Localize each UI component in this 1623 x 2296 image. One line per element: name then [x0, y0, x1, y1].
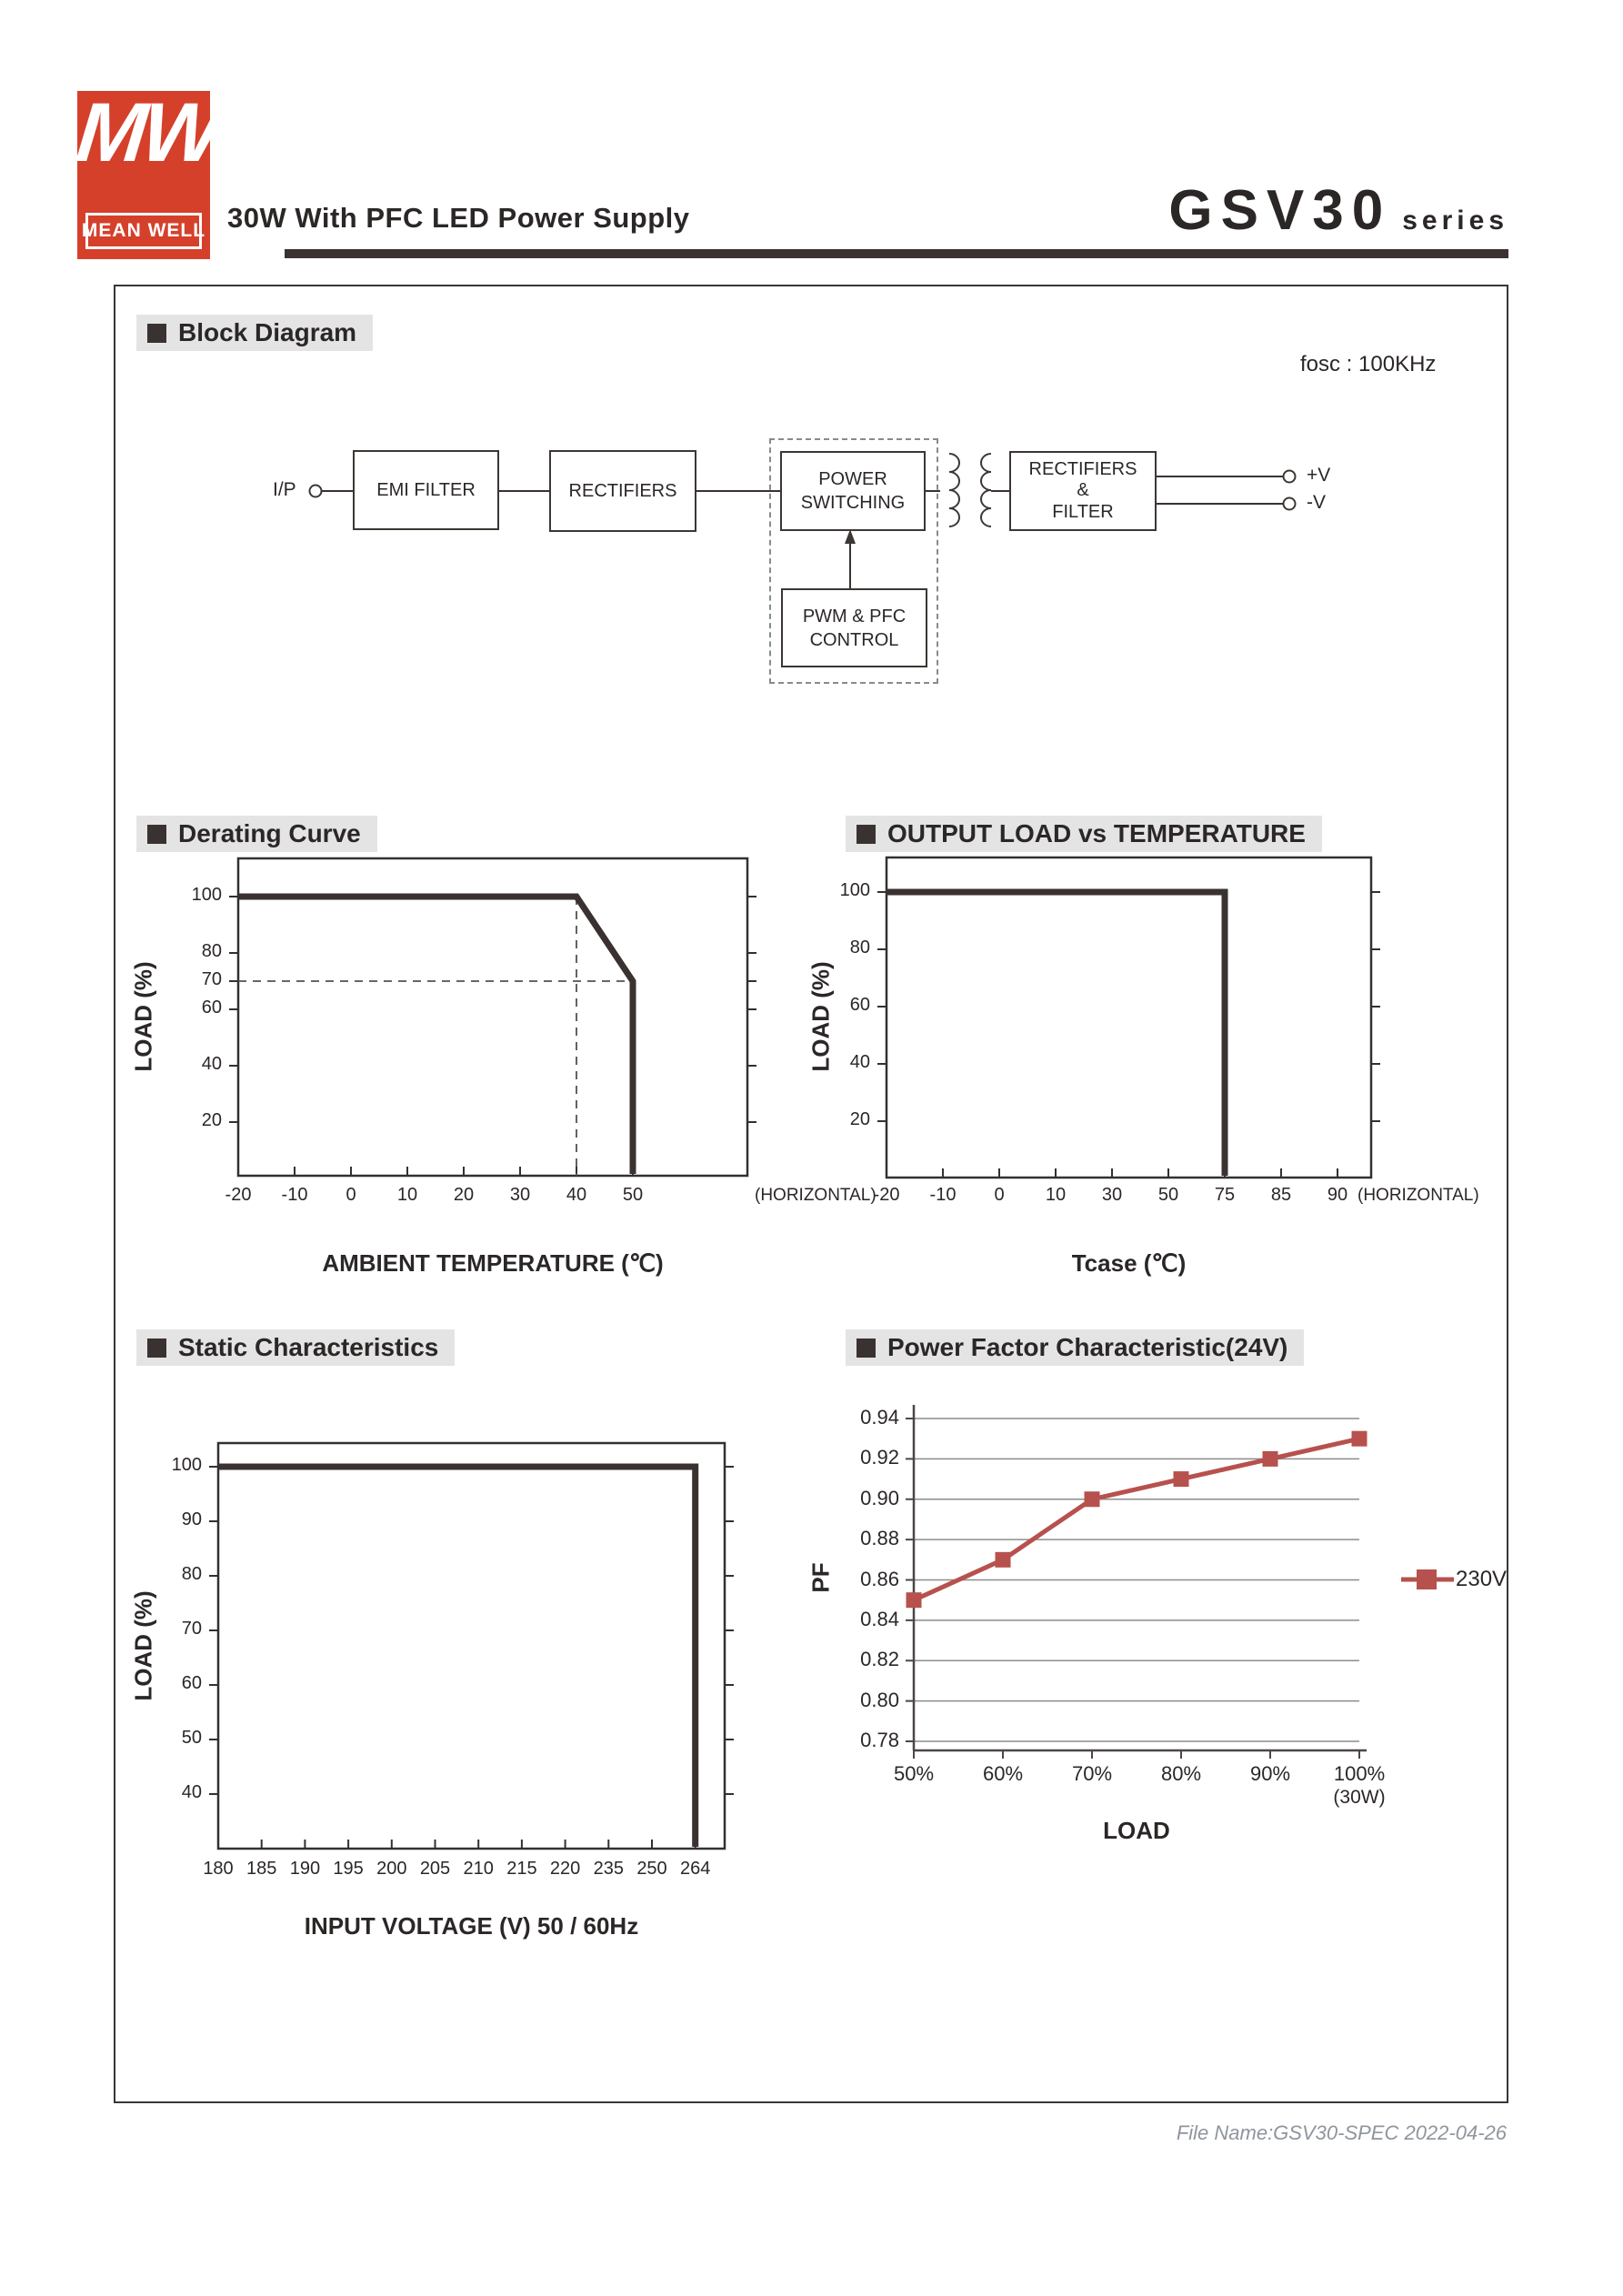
block-label: RECTIFIERS — [1028, 458, 1137, 479]
pf-legend-label: 230V — [1456, 1567, 1508, 1591]
y-tick-label: 40 — [181, 1782, 202, 1802]
x-tick-label: 0 — [346, 1185, 356, 1205]
x-tick-label: 85 — [1270, 1185, 1292, 1205]
pf-y-tick-label: 0.92 — [860, 1446, 899, 1469]
block-emi-filter — [353, 450, 499, 530]
pf-y-tick-label: 0.80 — [860, 1688, 899, 1711]
pf-y-tick-label: 0.82 — [860, 1648, 899, 1671]
derating-x-axis-label: AMBIENT TEMPERATURE (℃) — [322, 1249, 664, 1277]
pf-y-tick-label: 0.78 — [860, 1729, 899, 1751]
x-tick-label: -20 — [225, 1185, 252, 1205]
y-tick-label: 60 — [181, 1673, 202, 1693]
x-tick-label: 10 — [1045, 1185, 1067, 1205]
static-y-axis-label: LOAD (%) — [129, 1590, 157, 1701]
section-label: Static Characteristics — [178, 1333, 439, 1361]
y-tick-label: 40 — [849, 1052, 870, 1072]
pf-y-tick-label: 0.84 — [860, 1607, 899, 1630]
section-bullet-icon — [857, 1338, 876, 1358]
section-label: Derating Curve — [178, 819, 361, 847]
y-tick-label: 70 — [201, 969, 222, 989]
y-tick-label: 20 — [849, 1109, 870, 1129]
x-tick-label: 30 — [1101, 1185, 1123, 1205]
pf-y-tick-label: 0.94 — [860, 1406, 899, 1429]
block-label: CONTROL — [809, 629, 899, 650]
x-tick-label: 50 — [622, 1185, 644, 1205]
section-output-load-vs-temperature — [846, 816, 1322, 852]
y-tick-label: 70 — [181, 1619, 202, 1639]
fosc-note: fosc : 100KHz — [1300, 352, 1437, 376]
block-label: EMI FILTER — [376, 480, 476, 500]
y-tick-label: 60 — [201, 998, 222, 1018]
pf-x-tick-label: 50% — [893, 1762, 935, 1785]
pf-x-tick-label: 70% — [1071, 1762, 1113, 1785]
pf-x-tick-label: 90% — [1249, 1762, 1291, 1785]
x-tick-label: 200 — [376, 1859, 407, 1879]
block-pwm-pfc-control — [781, 588, 927, 667]
y-tick-label: 40 — [201, 1054, 222, 1074]
y-tick-label: 80 — [849, 937, 870, 958]
x-tick-label: 190 — [289, 1859, 321, 1879]
block-label: SWITCHING — [800, 493, 906, 513]
x-tick-label: 30 — [509, 1185, 531, 1205]
x-tick-label: 50 — [1157, 1185, 1179, 1205]
section-block-diagram — [136, 315, 373, 351]
block-power-switching — [780, 451, 926, 531]
block-label: FILTER — [1052, 501, 1114, 522]
mw-logo-glyph: MW — [72, 86, 222, 179]
block-rectifiers-filter — [1009, 451, 1157, 531]
y-tick-label: 100 — [191, 885, 222, 905]
x-tick-label: 235 — [593, 1859, 624, 1879]
x-tick-label: -20 — [873, 1185, 900, 1205]
x-tick-label: 90 — [1327, 1185, 1348, 1205]
pf-30w-note: (30W) — [1333, 1787, 1386, 1808]
pf-y-tick-label: 0.88 — [860, 1527, 899, 1550]
x-tick-label: -10 — [281, 1185, 308, 1205]
page-title: 30W With PFC LED Power Supply — [227, 202, 690, 234]
x-tick-label: 20 — [453, 1185, 475, 1205]
y-tick-label: 100 — [839, 880, 870, 900]
x-tick-label: 195 — [333, 1859, 364, 1879]
y-tick-label: 50 — [181, 1728, 202, 1748]
series-name: GSV30 — [1168, 179, 1392, 242]
block-rectifiers — [549, 450, 696, 532]
input-terminal-label: I/P — [273, 479, 296, 500]
section-bullet-icon — [147, 825, 166, 844]
block-label: RECTIFIERS — [568, 481, 677, 501]
derating-horizontal-note: (HORIZONTAL) — [755, 1186, 877, 1205]
x-tick-label: 185 — [246, 1859, 277, 1879]
section-bullet-icon — [857, 825, 876, 844]
section-label: Power Factor Characteristic(24V) — [887, 1333, 1288, 1361]
block-label: PWM & PFC — [802, 606, 907, 627]
block-label: & — [1077, 480, 1089, 501]
logo-brand-text: MEAN WELL — [85, 213, 202, 249]
output-negative-label: -V — [1307, 492, 1326, 513]
section-derating-curve — [136, 816, 377, 852]
mean-well-logo — [72, 86, 222, 259]
section-bullet-icon — [147, 1338, 166, 1358]
section-label: Block Diagram — [178, 318, 357, 346]
static-x-axis-label: INPUT VOLTAGE (V) 50 / 60Hz — [304, 1912, 639, 1940]
section-label: OUTPUT LOAD vs TEMPERATURE — [887, 819, 1306, 847]
pf-x-tick-label: 100% — [1333, 1762, 1386, 1785]
derating-y-axis-label: LOAD (%) — [129, 961, 157, 1072]
section-power-factor — [846, 1329, 1304, 1366]
x-tick-label: 10 — [396, 1185, 418, 1205]
y-tick-label: 100 — [171, 1455, 202, 1475]
x-tick-label: 264 — [680, 1859, 711, 1879]
pf-y-axis-label: PF — [806, 1562, 835, 1593]
pf-y-tick-label: 0.86 — [860, 1567, 899, 1590]
y-tick-label: 80 — [201, 941, 222, 961]
y-tick-label: 80 — [181, 1564, 202, 1584]
y-tick-label: 90 — [181, 1509, 202, 1529]
pf-x-tick-label: 80% — [1160, 1762, 1202, 1785]
pf-x-axis-label: LOAD — [1103, 1817, 1170, 1844]
y-tick-label: 20 — [201, 1110, 222, 1130]
x-tick-label: 205 — [419, 1859, 451, 1879]
series-suffix: series — [1402, 206, 1508, 236]
footer-file-info: File Name:GSV30-SPEC 2022-04-26 — [1176, 2121, 1507, 2144]
pf-y-tick-label: 0.90 — [860, 1486, 899, 1509]
x-tick-label: 180 — [203, 1859, 234, 1879]
outputload-horizontal-note: (HORIZONTAL) — [1358, 1186, 1479, 1205]
series-title — [909, 178, 1508, 243]
outputload-y-axis-label: LOAD (%) — [806, 961, 835, 1072]
title-divider-bar — [285, 249, 1508, 258]
block-label: POWER — [818, 469, 887, 489]
x-tick-label: 210 — [463, 1859, 494, 1879]
y-tick-label: 60 — [849, 995, 870, 1015]
section-static-characteristics — [136, 1329, 455, 1366]
x-tick-label: -10 — [929, 1185, 957, 1205]
x-tick-label: 40 — [566, 1185, 587, 1205]
x-tick-label: 250 — [636, 1859, 667, 1879]
x-tick-label: 0 — [994, 1185, 1005, 1205]
x-tick-label: 75 — [1214, 1185, 1236, 1205]
section-bullet-icon — [147, 324, 166, 343]
x-tick-label: 220 — [549, 1859, 581, 1879]
outputload-x-axis-label: Tcase (℃) — [1071, 1249, 1187, 1277]
pf-x-tick-label: 60% — [982, 1762, 1024, 1785]
x-tick-label: 215 — [506, 1859, 537, 1879]
output-positive-label: +V — [1307, 465, 1331, 486]
